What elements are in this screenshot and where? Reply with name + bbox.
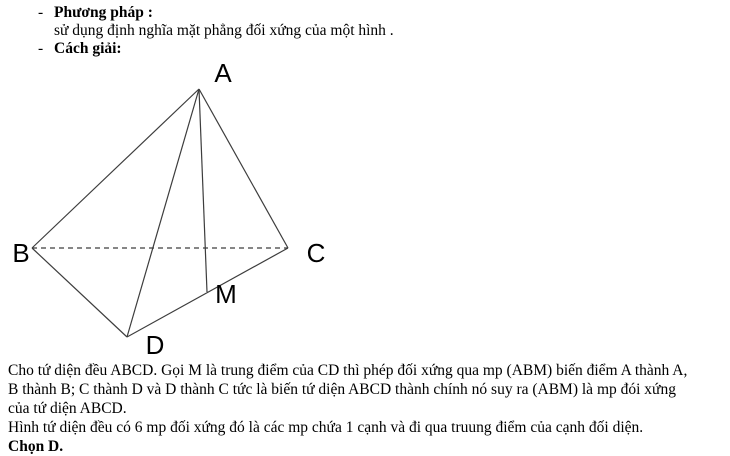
method-body-line: sử dụng định nghĩa mặt phẳng đối xứng của một hình .	[54, 22, 394, 39]
edge-AM	[199, 89, 207, 292]
bullet-dash: -	[38, 40, 44, 57]
answer-conclusion: Chọn D.	[8, 438, 64, 455]
edge-AC	[199, 89, 288, 248]
vertex-label-d: D	[145, 330, 165, 360]
solution-text-line: Hình tứ diện đều có 6 mp đối xứng đó là các mp chứa 1 cạnh và đi qua truung điểm của cạnh đối diện.	[8, 419, 644, 436]
method-heading: Phương pháp :	[54, 4, 153, 21]
edge-DC	[127, 248, 288, 337]
solution-heading: Cách giải:	[54, 40, 122, 57]
edge-BD	[32, 248, 127, 337]
solution-text-line: của tứ diện ABCD.	[8, 400, 127, 417]
solution-text-line: B thành B; C thành D và D thành C tức là biến tứ diện ABCD thành chính nó suy ra (ABM) là mp đói xứng	[8, 381, 676, 398]
solution-text-line: Cho tứ diện đều ABCD. Gọi M là trung điểm của CD thì phép đối xứng qua mp (ABM) biến điểm A thành A,	[8, 362, 688, 379]
edge-AD	[127, 89, 199, 337]
midpoint-label-m: M	[215, 279, 237, 309]
bullet-dash: -	[38, 4, 44, 21]
vertex-label-b: B	[12, 238, 30, 268]
vertex-label-a: A	[214, 58, 232, 88]
vertex-label-c: C	[306, 238, 326, 268]
edge-AB	[32, 89, 199, 248]
